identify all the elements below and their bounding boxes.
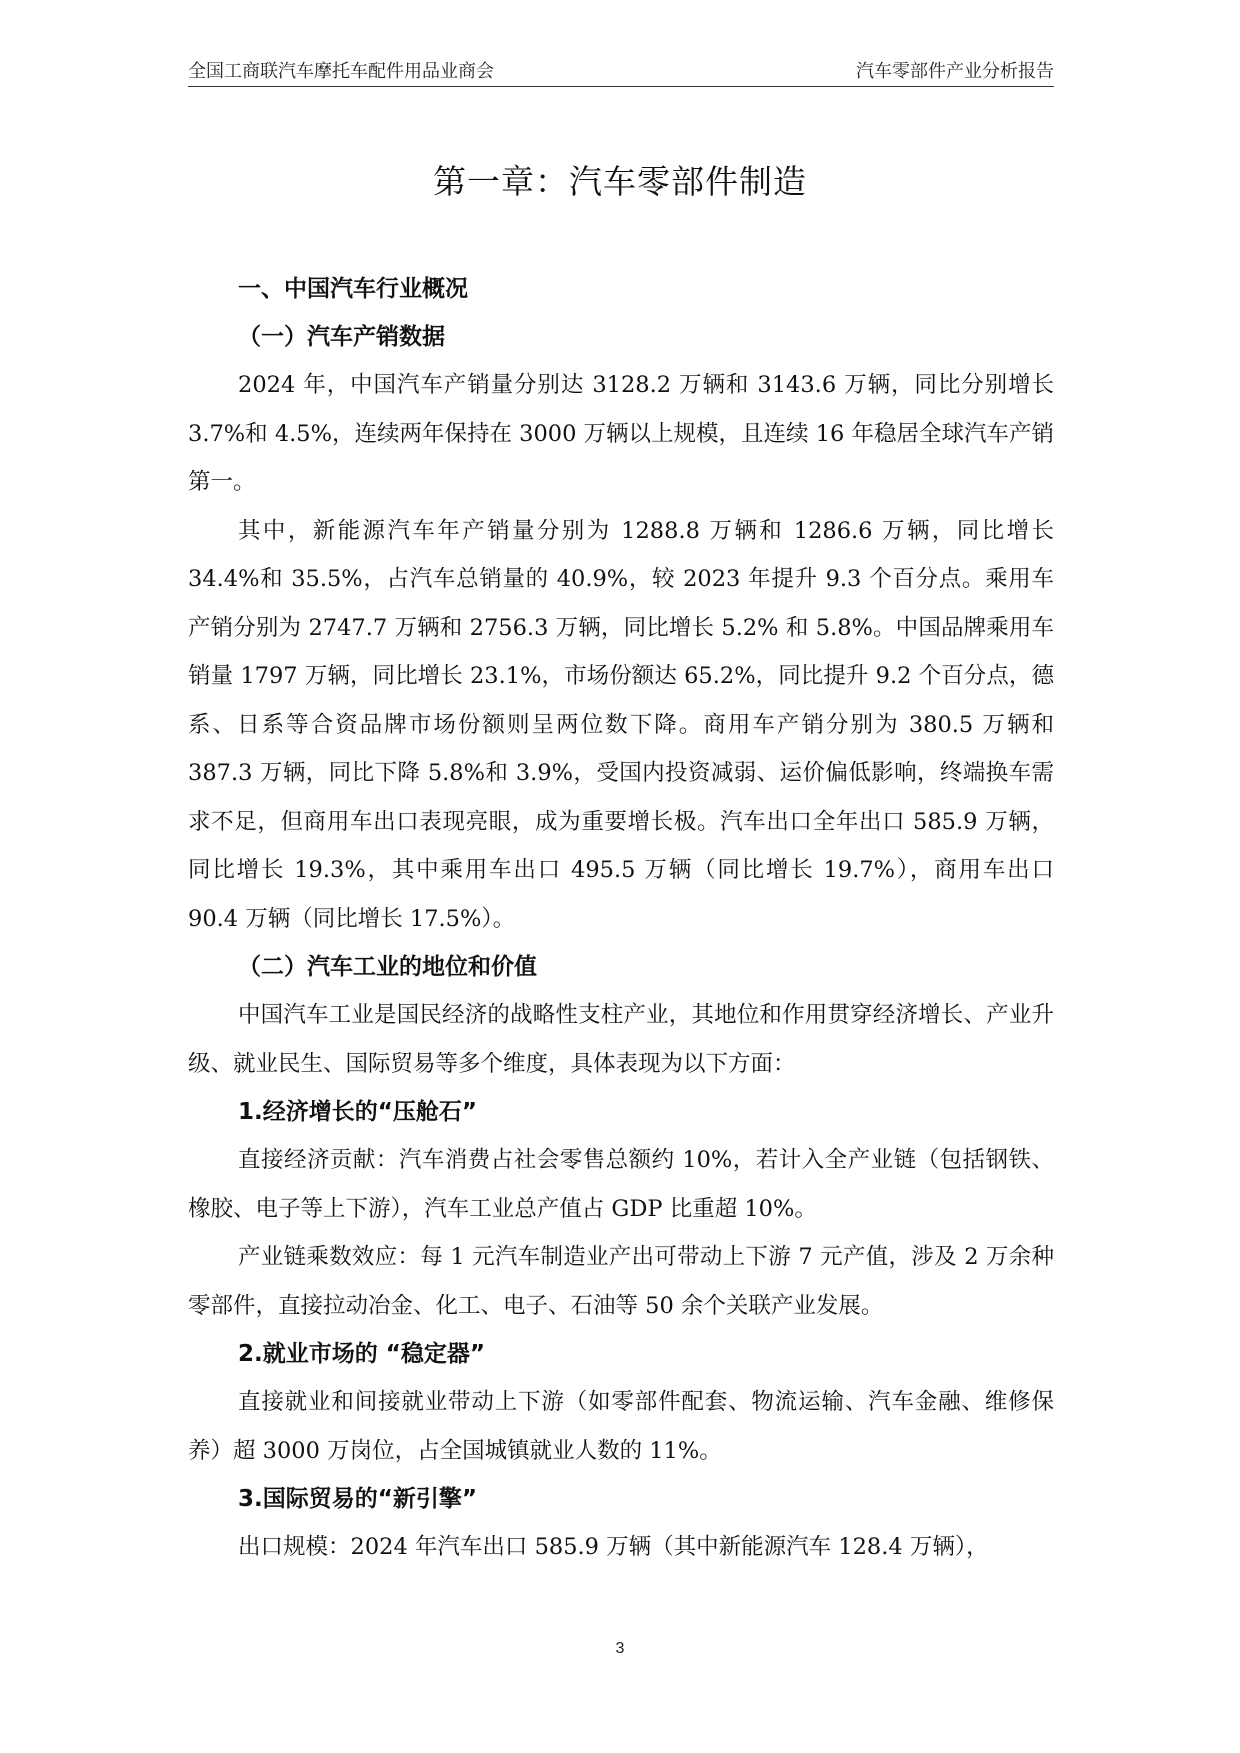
paragraph-nev-details: 其中，新能源汽车年产销量分别为 1288.8 万辆和 1286.6 万辆，同比增长 34.4%和 35.5%，占汽车总销量的 40.9%，较 2023 年提升 9.3 个百分点。乘用车产销分别为 2747.7 万辆和 2756.3 万辆，同比增长 5.2% 和 5.8%。中国品牌乘用车销量 1797 万辆，同比增长 23.1%，市场份额达 65.2%，同比提升 9.2 个百分点，德系、日系等合资品牌市场份额则呈两位数下降。商用车产销分别为 380.5 万辆和 387.3 万辆，同比下降 5.8%和 3.9%，受国内投资减弱、运价偏低影响，终端换车需求不足，但商用车出口表现亮眼，成为重要增长极。汽车出口全年出口 585.9 万辆，同比增长 19.3%，其中乘用车出口 495.5 万辆（同比增长 19.7%），商用车出口 90.4 万辆（同比增长 17.5%）。 — [188, 517, 1054, 932]
heading-employment: 2.就业市场的 “稳定器” — [238, 1341, 485, 1367]
heading-economic-growth: 1.经济增长的“压舱石” — [238, 1099, 477, 1125]
running-header — [188, 56, 1054, 87]
header-report-title: 汽车零部件产业分析报告 — [856, 61, 1054, 82]
subsection-heading-production-sales: （一）汽车产销数据 — [238, 324, 445, 350]
body-content — [188, 265, 1054, 1572]
paragraph-direct-contribution: 直接经济贡献：汽车消费占社会零售总额约 10%，若计入全产业链（包括钢铁、橡胶、电子等上下游），汽车工业总产值占 GDP 比重超 10%。 — [188, 1147, 1054, 1222]
paragraph-export-scale: 出口规模：2024 年汽车出口 585.9 万辆（其中新能源汽车 128.4 万辆）， — [238, 1534, 989, 1560]
paragraph-multiplier-effect: 产业链乘数效应：每 1 元汽车制造业产出可带动上下游 7 元产值，涉及 2 万余种零部件，直接拉动冶金、化工、电子、石油等 50 余个关联产业发展。 — [188, 1244, 1054, 1319]
heading-international-trade: 3.国际贸易的“新引擎” — [238, 1486, 477, 1512]
header-organization: 全国工商联汽车摩托车配件用品业商会 — [188, 61, 494, 82]
section-heading-overview: 一、中国汽车行业概况 — [238, 276, 468, 302]
subsection-heading-status-value: （二）汽车工业的地位和价值 — [238, 954, 537, 980]
page-number: 3 — [615, 1640, 625, 1657]
paragraph-industry-status: 中国汽车工业是国民经济的战略性支柱产业，其地位和作用贯穿经济增长、产业升级、就业民生、国际贸易等多个维度，具体表现为以下方面： — [188, 1002, 1054, 1077]
paragraph-employment: 直接就业和间接就业带动上下游（如零部件配套、物流运输、汽车金融、维修保养）超 3000 万岗位，占全国城镇就业人数的 11%。 — [188, 1389, 1054, 1464]
chapter-title: 第一章：汽车零部件制造 — [433, 162, 807, 201]
paragraph-production-sales: 2024 年，中国汽车产销量分别达 3128.2 万辆和 3143.6 万辆，同比分别增长 3.7%和 4.5%，连续两年保持在 3000 万辆以上规模，且连续 16 年稳居全球汽车产销第一。 — [188, 372, 1054, 495]
